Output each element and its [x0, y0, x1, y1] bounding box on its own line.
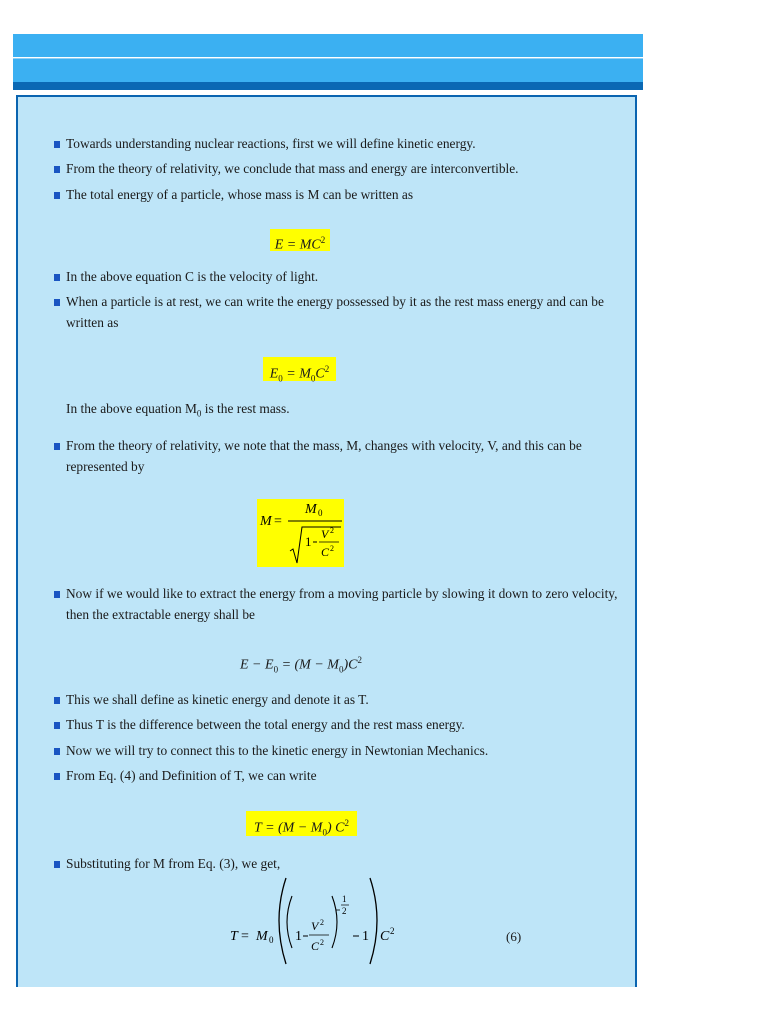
svg-text:2: 2: [320, 938, 324, 947]
bullet-square-icon: [54, 166, 60, 173]
svg-text:0: 0: [318, 508, 323, 518]
header-bar-bottom: [13, 82, 643, 90]
bullet-text: Substituting for M from Eq. (3), we get,: [66, 856, 281, 871]
svg-text:2: 2: [390, 926, 395, 936]
svg-text:1: 1: [362, 929, 369, 944]
bullet-text: Now if we would like to extract the energy from a moving particle by slowing it down to zero velocity, then the extractable energy shall be: [66, 586, 618, 622]
equation-total-energy: $E = MC^2$: [270, 229, 330, 251]
bullet-square-icon: [54, 861, 60, 868]
equation-relativistic-mass: [257, 499, 344, 567]
equation-extractable-energy: $E - E_0 = (M - M_0)C^2$: [240, 655, 362, 675]
svg-text:2: 2: [330, 544, 334, 553]
bullet-square-icon: [54, 748, 60, 755]
bullet-text: Towards understanding nuclear reactions, first we will define kinetic energy.: [66, 136, 476, 151]
svg-text:2: 2: [342, 906, 347, 916]
svg-text:1: 1: [305, 534, 312, 549]
bullet-square-icon: [54, 697, 60, 704]
bullet-square-icon: [54, 299, 60, 306]
bullet-square-icon: [54, 141, 60, 148]
svg-text:2: 2: [320, 918, 324, 927]
rest-mass-note: [66, 399, 290, 424]
svg-text:V: V: [321, 527, 329, 541]
svg-text:2: 2: [330, 526, 334, 535]
bullet-square-icon: [54, 274, 60, 281]
svg-text:M: M: [256, 929, 268, 944]
rest-mass-note-subscript: 0: [196, 408, 202, 419]
svg-text:T: T: [230, 929, 238, 944]
equation-kinetic-energy-definition: $T = (M - M_0)$ $C^2$: [246, 811, 357, 836]
bullet-text: The total energy of a particle, whose mass is M can be written as: [66, 187, 414, 202]
equation-rest-mass-energy: $E_0 = M_0C^2$: [263, 357, 336, 381]
rest-mass-note-text: In the above equation M: [66, 401, 197, 416]
bullet-text: From the theory of relativity, we note that the mass, M, changes with velocity, V, and this can be represented by: [66, 438, 582, 474]
svg-text:1: 1: [295, 929, 302, 944]
bullet-text: From Eq. (4) and Definition of T, we can write: [66, 768, 317, 783]
header-bar-middle: [13, 58, 643, 83]
svg-text:M: M: [305, 502, 317, 517]
svg-text:C: C: [321, 545, 330, 559]
svg-text:C: C: [380, 929, 390, 944]
bullet-square-icon: [54, 773, 60, 780]
bullet-text: From the theory of relativity, we conclude that mass and energy are interconvertible.: [66, 161, 519, 176]
svg-text:=: =: [241, 929, 249, 944]
bullet-text: Now we will try to connect this to the kinetic energy in Newtonian Mechanics.: [66, 743, 489, 758]
bullet-text: When a particle is at rest, we can write the energy possessed by it as the rest mass energy and can be written as: [66, 294, 604, 330]
equation-kinetic-energy-expanded: [228, 872, 418, 970]
header-bar-top: [13, 34, 643, 57]
bullet-square-icon: [54, 192, 60, 199]
svg-text:M: M: [260, 514, 272, 529]
bullet-square-icon: [54, 722, 60, 729]
bullet-text: In the above equation C is the velocity of light.: [66, 269, 319, 284]
svg-text:=: =: [274, 514, 282, 529]
rest-mass-note-tail: is the rest mass.: [201, 401, 290, 416]
bullet-square-icon: [54, 443, 60, 450]
equation-number: (6): [506, 929, 522, 944]
svg-text:C: C: [311, 939, 320, 953]
svg-text:V: V: [311, 919, 319, 933]
svg-text:1: 1: [342, 894, 347, 904]
svg-text:0: 0: [269, 935, 274, 945]
bullet-text: This we shall define as kinetic energy and denote it as T.: [66, 692, 369, 707]
bullet-text: Thus T is the difference between the total energy and the rest mass energy.: [66, 717, 465, 732]
bullet-square-icon: [54, 591, 60, 598]
